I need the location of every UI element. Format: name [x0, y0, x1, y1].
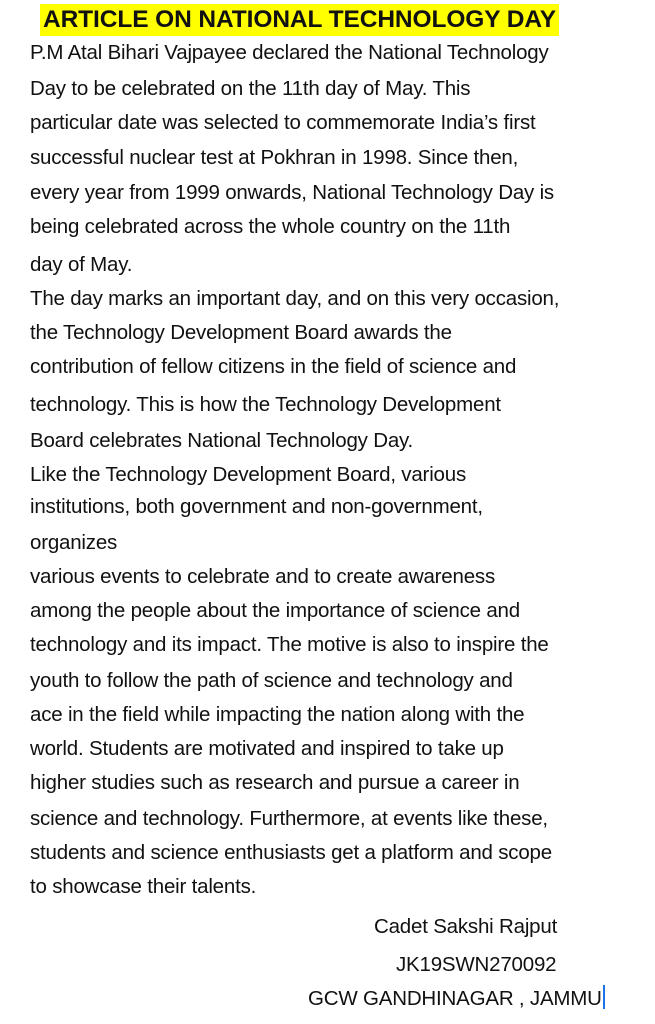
body-line: The day marks an important day, and on this very occasion, [30, 287, 560, 310]
body-line: Like the Technology Development Board, various [30, 463, 466, 486]
article-title: ARTICLE ON NATIONAL TECHNOLOGY DAY [40, 4, 559, 36]
body-line: science and technology. Furthermore, at events like these, [30, 807, 548, 830]
body-line: technology. This is how the Technology Development [30, 393, 501, 416]
body-line: particular date was selected to commemorate India’s first [30, 111, 536, 134]
body-line: youth to follow the path of science and technology and [30, 669, 513, 692]
body-line: higher studies such as research and pursue a career in [30, 771, 520, 794]
body-line: ace in the field while impacting the nation along with the [30, 703, 525, 726]
title-container [40, 4, 615, 36]
body-line: Board celebrates National Technology Day. [30, 429, 414, 452]
body-line: P.M Atal Bihari Vajpayee declared the National Technology [30, 41, 549, 64]
body-line: world. Students are motivated and inspired to take up [30, 737, 504, 760]
text-cursor [603, 985, 605, 1009]
body-line: various events to celebrate and to create awareness [30, 565, 495, 588]
body-line: among the people about the importance of science and [30, 599, 520, 622]
signature-institution-line[interactable] [308, 985, 605, 1012]
body-line: Day to be celebrated on the 11th day of May. This [30, 77, 471, 100]
body-line: to showcase their talents. [30, 875, 257, 898]
body-line: institutions, both government and non-government, [30, 495, 483, 518]
signature-institution: GCW GANDHINAGAR , JAMMU [308, 987, 602, 1010]
body-line: every year from 1999 onwards, National Technology Day is [30, 181, 554, 204]
body-line: contribution of fellow citizens in the field of science and [30, 355, 517, 378]
body-line: being celebrated across the whole country on the 11th [30, 215, 511, 238]
body-line: the Technology Development Board awards the [30, 321, 452, 344]
signature-id: JK19SWN270092 [396, 953, 557, 976]
body-line: organizes [30, 531, 118, 554]
body-line: successful nuclear test at Pokhran in 1998. Since then, [30, 146, 519, 169]
body-line: technology and its impact. The motive is also to inspire the [30, 633, 549, 656]
body-line: day of May. [30, 253, 133, 276]
signature-name: Cadet Sakshi Rajput [374, 915, 558, 938]
body-line: students and science enthusiasts get a platform and scope [30, 841, 552, 864]
